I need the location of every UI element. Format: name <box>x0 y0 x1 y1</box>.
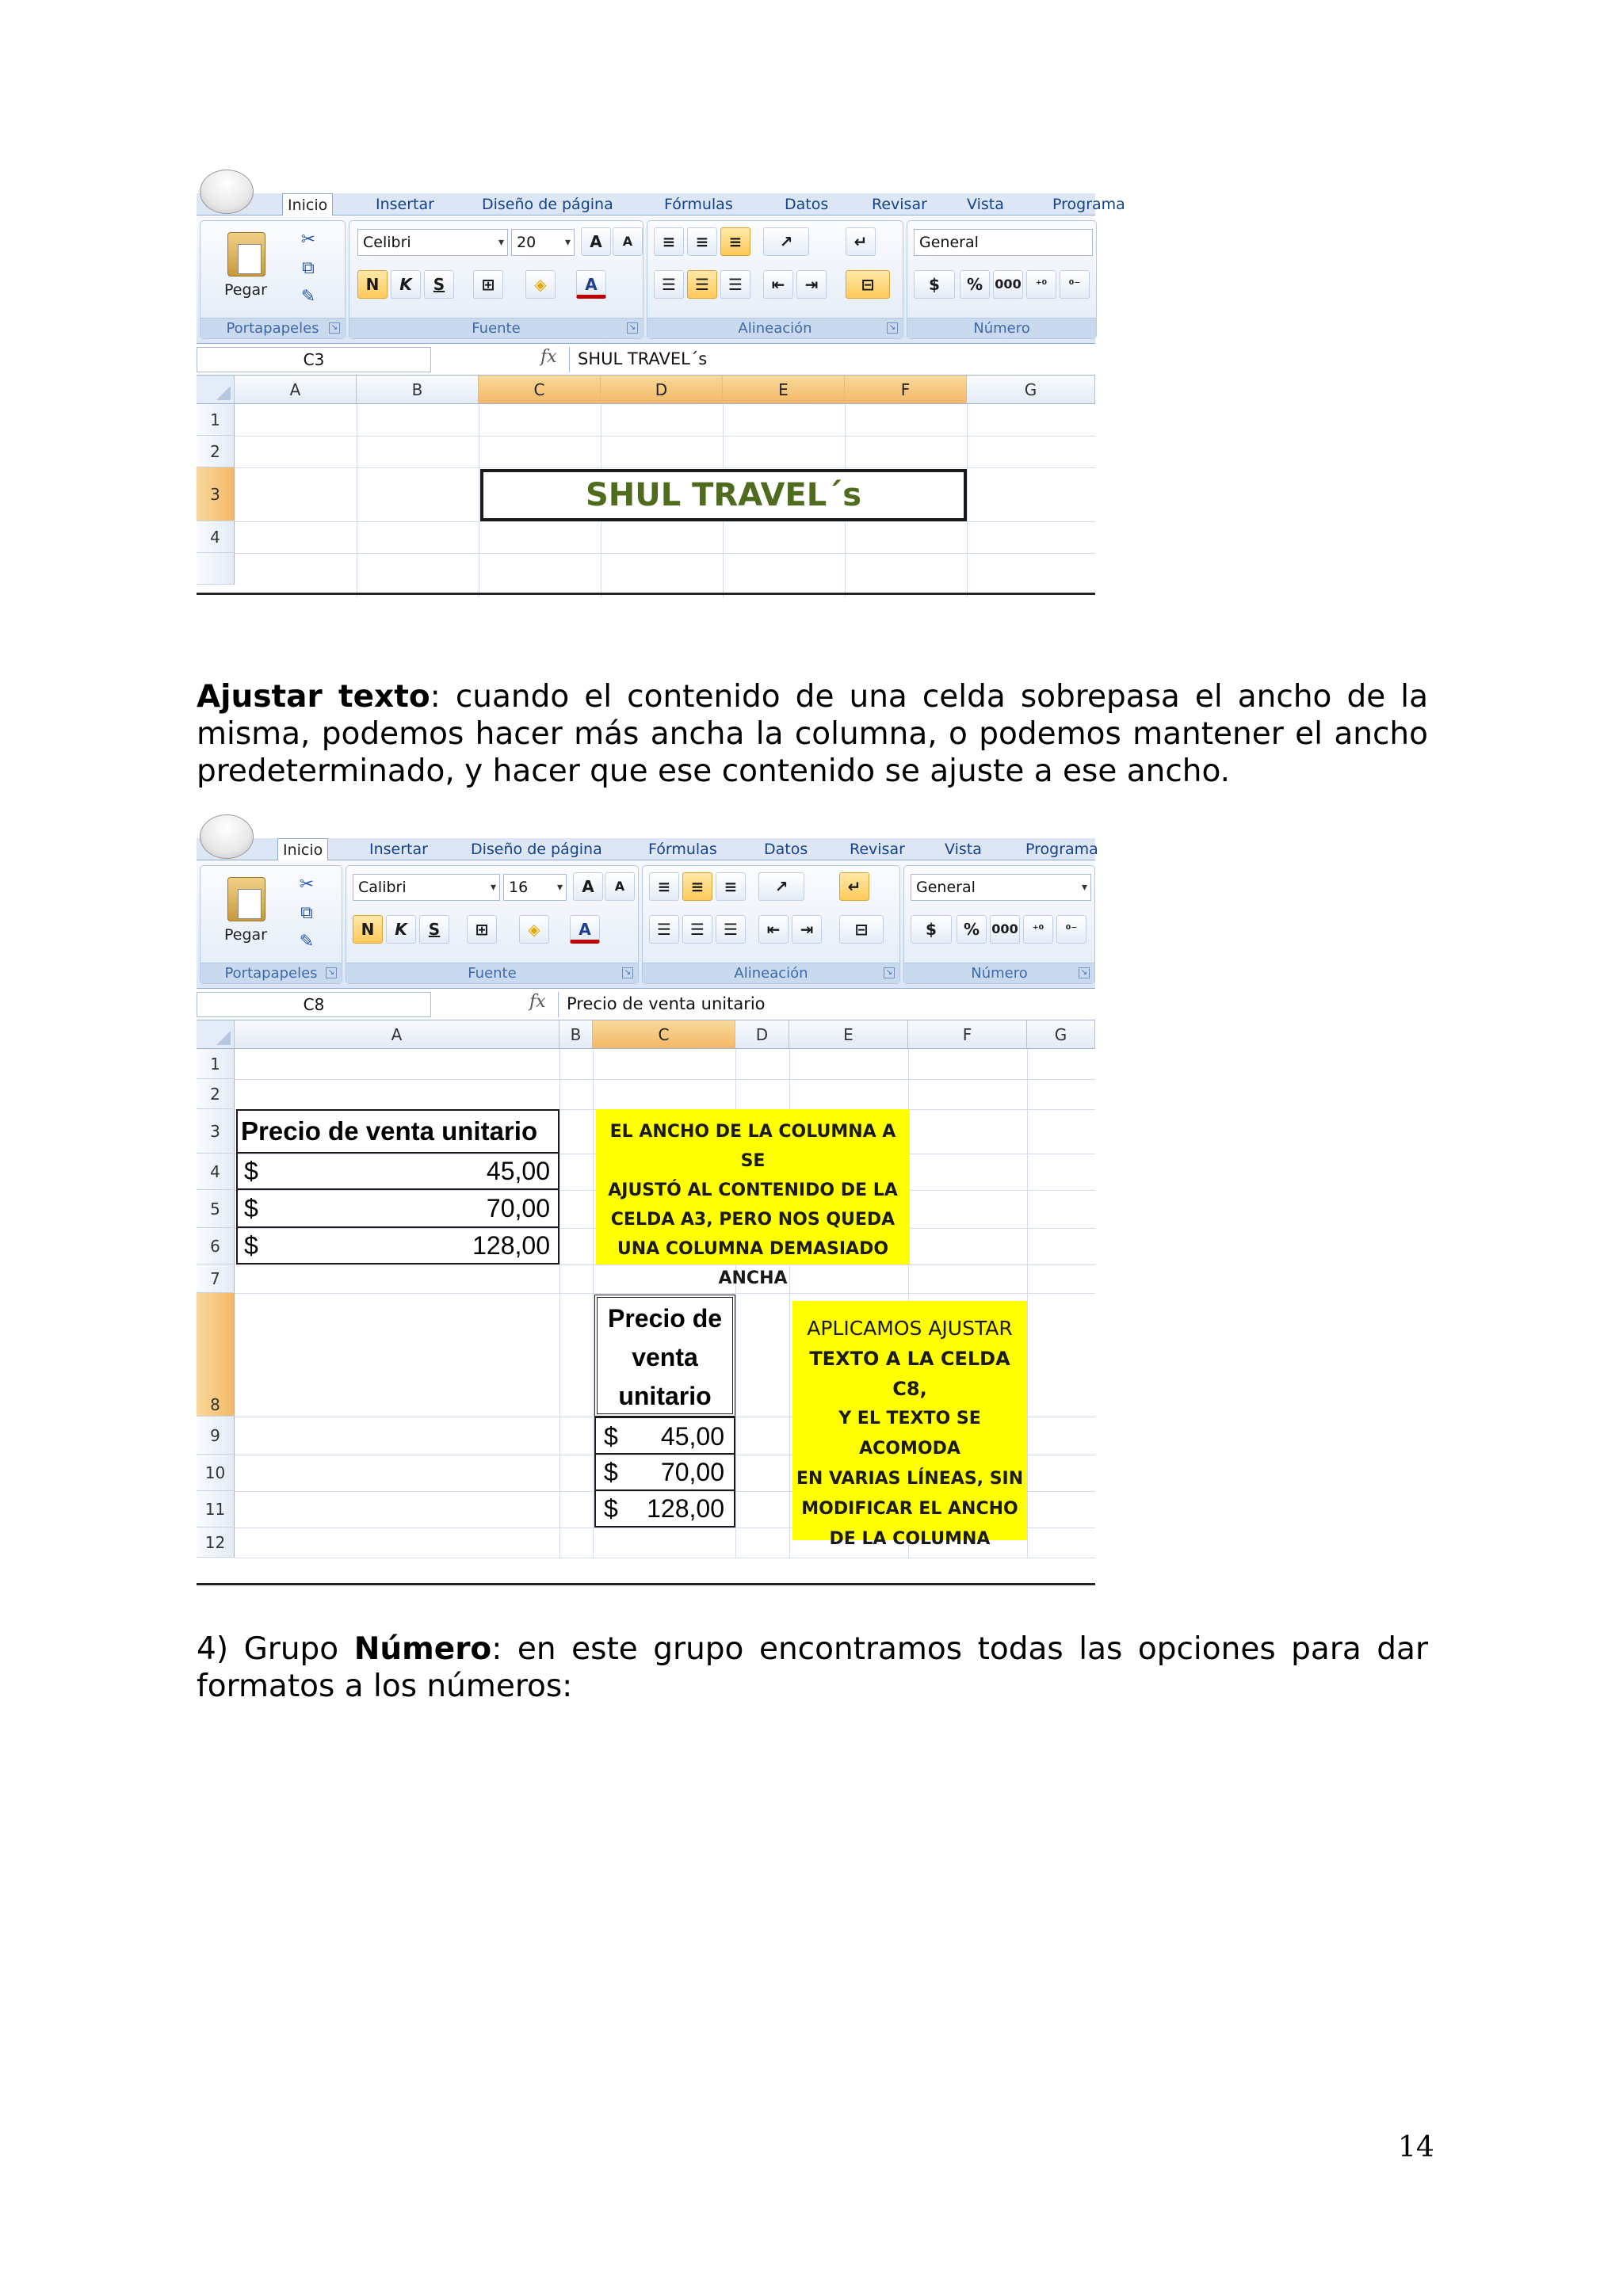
sheet-grid <box>197 376 1095 597</box>
group-alineacion <box>647 220 903 339</box>
font-name-select[interactable] <box>357 229 508 256</box>
align-center-icon[interactable]: ☰ <box>682 915 712 944</box>
col-header[interactable]: A <box>235 1020 559 1049</box>
row-header[interactable]: 4 <box>197 1154 235 1190</box>
font-size-select[interactable] <box>511 229 575 256</box>
formula-input[interactable]: Precio de venta unitario <box>558 992 1095 1017</box>
chevron-down-icon: ▾ <box>498 236 504 249</box>
tab-insertar[interactable]: Insertar <box>376 196 434 213</box>
chevron-down-icon: ▾ <box>556 881 563 894</box>
group-label: Fuente <box>346 963 638 983</box>
copy-icon[interactable]: ⧉ <box>302 258 315 278</box>
tab-revisar[interactable]: Revisar <box>872 196 927 213</box>
group-label: Alineación <box>643 963 899 983</box>
note-line: CELDA A3, PERO NOS QUEDA <box>610 1210 896 1230</box>
col-header[interactable]: D <box>601 376 723 404</box>
dialog-launcher-icon[interactable]: ↘ <box>326 967 337 978</box>
tab-programador[interactable]: Programa <box>1052 196 1125 213</box>
underline-button[interactable]: S <box>419 915 449 944</box>
col-header[interactable]: C <box>593 1020 735 1049</box>
tab-revisar[interactable]: Revisar <box>850 841 905 858</box>
col-header[interactable]: F <box>845 376 967 404</box>
increase-decimal-icon[interactable]: ⁺⁰ <box>1026 270 1056 299</box>
number-format-value: General <box>919 234 979 251</box>
chevron-down-icon: ▾ <box>1081 881 1087 894</box>
row-header[interactable]: 4 <box>197 521 235 553</box>
col-header[interactable]: G <box>1027 1020 1095 1049</box>
bold-button[interactable]: N <box>353 915 383 944</box>
cell-c8[interactable] <box>594 1295 735 1417</box>
row-header[interactable]: 6 <box>197 1228 235 1264</box>
tab-datos[interactable]: Datos <box>764 841 808 858</box>
font-name-select[interactable] <box>353 874 500 901</box>
name-box[interactable]: C3 <box>197 347 431 372</box>
note-line: EL ANCHO DE LA COLUMNA A SE <box>609 1122 896 1171</box>
ribbon-tabs <box>197 838 1098 860</box>
note-line: ANCHA <box>718 1268 788 1288</box>
format-painter-icon[interactable]: ✎ <box>299 932 315 952</box>
orientation-icon[interactable]: ↗ <box>763 227 809 256</box>
excel-screenshot-merge <box>197 193 1125 597</box>
row-header[interactable] <box>197 553 235 585</box>
row-header[interactable]: 1 <box>197 1049 235 1079</box>
ribbon <box>197 215 1095 344</box>
chevron-down-icon: ▾ <box>490 881 496 894</box>
tab-diseno[interactable]: Diseño de página <box>471 841 602 858</box>
thousands-button[interactable]: 000 <box>990 915 1020 944</box>
align-right-icon[interactable]: ☰ <box>716 915 746 944</box>
select-all-icon[interactable] <box>197 1020 235 1049</box>
tab-datos[interactable]: Datos <box>785 196 829 213</box>
wrapped-line: venta <box>632 1343 698 1371</box>
formula-bar <box>197 989 1095 1020</box>
note-wrap-text <box>792 1301 1027 1549</box>
grow-font-button[interactable]: A <box>581 227 611 256</box>
note-line: Y EL TEXTO SE ACOMODA <box>838 1409 981 1459</box>
align-top-icon[interactable]: ≡ <box>654 227 684 256</box>
font-size-value: 16 <box>509 879 529 896</box>
note-line: DE LA COLUMNA <box>829 1529 991 1549</box>
group-label: Fuente <box>349 318 643 338</box>
col-header[interactable]: E <box>723 376 845 404</box>
row-header[interactable]: 10 <box>197 1455 235 1491</box>
col-header[interactable]: B <box>559 1020 593 1049</box>
currency-symbol: $ <box>604 1494 618 1523</box>
merged-cell-c3-f3[interactable] <box>480 469 967 521</box>
group-portapapeles <box>200 865 342 984</box>
cell-value: 70,00 <box>486 1194 550 1222</box>
group-label: Portapapeles <box>200 318 345 338</box>
col-header[interactable]: D <box>735 1020 789 1049</box>
paragraph-ajustar-texto <box>197 678 1428 790</box>
col-header[interactable]: B <box>357 376 479 404</box>
wrap-text-icon[interactable]: ↵ <box>846 227 876 256</box>
note-line: UNA COLUMNA DEMASIADO <box>617 1239 889 1259</box>
cell-a5[interactable] <box>236 1190 559 1228</box>
tab-formulas[interactable]: Fórmulas <box>664 196 733 213</box>
decrease-indent-icon[interactable]: ⇤ <box>763 270 793 299</box>
tab-vista[interactable]: Vista <box>967 196 1004 213</box>
number-format-select[interactable] <box>914 229 1093 256</box>
tab-inicio[interactable]: Inicio <box>282 193 333 217</box>
copy-icon[interactable]: ⧉ <box>300 903 313 923</box>
row-header[interactable]: 12 <box>197 1527 235 1558</box>
group-label: Número <box>907 318 1096 338</box>
fill-color-icon[interactable]: ◈ <box>519 915 549 944</box>
group-numero <box>907 220 1097 339</box>
font-size-select[interactable] <box>503 874 567 901</box>
paragraph-prefix: 4) Grupo <box>197 1631 354 1667</box>
align-middle-icon[interactable]: ≡ <box>682 872 712 901</box>
term-ajustar-texto: Ajustar texto <box>197 679 430 715</box>
col-header[interactable]: G <box>967 376 1095 404</box>
function-icon[interactable]: fx <box>529 992 546 1012</box>
increase-decimal-icon[interactable]: ⁺⁰ <box>1023 915 1053 944</box>
italic-button[interactable]: K <box>386 915 416 944</box>
wrapped-line: Precio de <box>607 1304 723 1333</box>
row-header[interactable]: 2 <box>197 436 235 467</box>
dialog-launcher-icon[interactable]: ↘ <box>887 322 898 334</box>
align-bottom-icon[interactable]: ≡ <box>716 872 746 901</box>
group-label: Número <box>904 963 1094 983</box>
fill-color-icon[interactable]: ◈ <box>525 270 556 299</box>
cell-c10[interactable] <box>594 1455 735 1491</box>
ribbon <box>197 860 1095 989</box>
number-format-value: General <box>916 879 976 896</box>
currency-button[interactable]: $ <box>914 270 955 299</box>
align-right-icon[interactable]: ☰ <box>720 270 750 299</box>
row-header[interactable]: 5 <box>197 1190 235 1228</box>
function-icon[interactable]: fx <box>540 347 557 367</box>
paragraph-grupo-numero <box>197 1630 1428 1705</box>
row-header[interactable]: 9 <box>197 1417 235 1455</box>
borders-icon[interactable]: ⊞ <box>473 270 503 299</box>
group-alineacion <box>642 865 900 984</box>
group-label: Alineación <box>647 318 903 338</box>
borders-icon[interactable]: ⊞ <box>467 915 497 944</box>
office-button[interactable] <box>200 814 254 859</box>
paragraph-text: : en este grupo encontramos todas las opciones para dar formatos a los números: <box>197 1631 1428 1704</box>
cell-value: 45,00 <box>660 1422 724 1451</box>
dialog-launcher-icon[interactable]: ↘ <box>627 322 638 334</box>
font-name-value: Calibri <box>358 879 407 896</box>
col-header[interactable]: F <box>908 1020 1027 1049</box>
format-painter-icon[interactable]: ✎ <box>300 287 316 307</box>
italic-button[interactable]: K <box>391 270 421 299</box>
name-box[interactable]: C8 <box>197 992 431 1017</box>
formula-bar <box>197 344 1095 376</box>
merge-center-icon[interactable]: ⊟ <box>846 270 890 299</box>
tab-vista[interactable]: Vista <box>945 841 982 858</box>
select-all-icon[interactable] <box>197 376 235 404</box>
cell-value: 128,00 <box>472 1231 550 1260</box>
cell-a4[interactable] <box>236 1154 559 1190</box>
cut-icon[interactable]: ✂ <box>299 875 315 894</box>
group-numero <box>903 865 1095 984</box>
increase-indent-icon[interactable]: ⇥ <box>792 915 822 944</box>
col-header[interactable]: A <box>235 376 357 404</box>
align-center-icon[interactable]: ☰ <box>687 270 717 299</box>
note-line: APLICAMOS AJUSTAR <box>807 1317 1013 1340</box>
dialog-launcher-icon[interactable]: ↘ <box>329 322 340 334</box>
cell-c11[interactable] <box>594 1491 735 1527</box>
font-color-icon[interactable]: A <box>576 270 606 299</box>
bold-button[interactable]: N <box>357 270 388 299</box>
group-fuente <box>346 865 639 984</box>
font-size-value: 20 <box>517 234 537 251</box>
paste-label: Pegar <box>224 281 267 299</box>
number-format-select[interactable] <box>911 874 1091 901</box>
merged-cell-text: SHUL TRAVEL´s <box>585 477 862 513</box>
note-line: EN VARIAS LÍNEAS, SIN <box>796 1469 1024 1489</box>
divider <box>197 1583 1095 1585</box>
row-header[interactable]: 3 <box>197 467 235 521</box>
currency-symbol: $ <box>604 1458 618 1486</box>
row-header[interactable]: 1 <box>197 404 235 436</box>
wrap-text-icon[interactable]: ↵ <box>839 872 869 901</box>
page-number: 14 <box>1398 2131 1434 2164</box>
row-header[interactable]: 11 <box>197 1491 235 1527</box>
row-header[interactable]: 3 <box>197 1109 235 1154</box>
currency-symbol: $ <box>244 1157 258 1185</box>
align-middle-icon[interactable]: ≡ <box>687 227 717 256</box>
paste-label: Pegar <box>224 926 267 944</box>
tab-diseno[interactable]: Diseño de página <box>482 196 613 213</box>
cell-value: 45,00 <box>486 1157 550 1185</box>
divider <box>197 593 1095 595</box>
thousands-button[interactable]: 000 <box>993 270 1023 299</box>
group-label: Portapapeles <box>200 963 342 983</box>
tab-formulas[interactable]: Fórmulas <box>648 841 717 858</box>
decrease-decimal-icon[interactable]: ⁰⁻ <box>1060 270 1090 299</box>
excel-screenshot-wrap-text <box>197 838 1098 1588</box>
sheet-grid <box>197 1020 1095 1588</box>
paste-icon[interactable] <box>227 877 265 921</box>
cut-icon[interactable]: ✂ <box>300 230 316 250</box>
wrapped-line: unitario <box>618 1382 712 1410</box>
ribbon-tabs <box>197 193 1125 215</box>
align-left-icon[interactable]: ☰ <box>654 270 684 299</box>
cell-value: 70,00 <box>660 1458 724 1486</box>
tab-inicio[interactable]: Inicio <box>277 838 328 862</box>
merge-center-icon[interactable]: ⊟ <box>839 915 884 944</box>
note-column-width <box>596 1109 910 1288</box>
currency-symbol: $ <box>244 1194 258 1222</box>
cell-value: 128,00 <box>647 1494 724 1523</box>
font-name-value: Celibri <box>363 234 411 251</box>
cell-a3-text: Precio de venta unitario <box>241 1116 538 1146</box>
shrink-font-button[interactable]: A <box>605 872 635 901</box>
formula-input[interactable]: SHUL TRAVEL´s <box>569 347 1095 372</box>
align-left-icon[interactable]: ☰ <box>649 915 679 944</box>
shrink-font-button[interactable]: A <box>613 227 643 256</box>
cell-a6[interactable] <box>236 1228 559 1264</box>
decrease-decimal-icon[interactable]: ⁰⁻ <box>1056 915 1086 944</box>
percent-button[interactable]: % <box>960 270 990 299</box>
orientation-icon[interactable]: ↗ <box>758 872 804 901</box>
tab-insertar[interactable]: Insertar <box>369 841 428 858</box>
cell-a3[interactable] <box>236 1109 559 1154</box>
align-bottom-icon[interactable]: ≡ <box>720 227 750 256</box>
chevron-down-icon: ▾ <box>564 236 571 249</box>
note-line: TEXTO A LA CELDA C8, <box>809 1348 1010 1400</box>
paragraph-text: : cuando el contenido de una celda sobrepasa el ancho de la misma, podemos hacer más ancha la columna, o podemos mantener el ancho predeterminado, y hacer que ese contenido se ajuste a ese ancho. <box>197 679 1428 789</box>
row-header[interactable]: 8 <box>197 1293 235 1417</box>
office-button[interactable] <box>200 170 254 214</box>
dialog-launcher-icon[interactable]: ↘ <box>1079 967 1090 978</box>
dialog-launcher-icon[interactable]: ↘ <box>622 967 633 978</box>
paste-icon[interactable] <box>227 232 265 277</box>
row-header[interactable]: 2 <box>197 1079 235 1109</box>
dialog-launcher-icon[interactable]: ↘ <box>884 967 895 978</box>
currency-button[interactable]: $ <box>911 915 952 944</box>
grow-font-button[interactable]: A <box>573 872 603 901</box>
underline-button[interactable]: S <box>424 270 454 299</box>
percent-button[interactable]: % <box>957 915 987 944</box>
group-fuente <box>349 220 643 339</box>
col-header[interactable]: E <box>789 1020 908 1049</box>
note-line: AJUSTÓ AL CONTENIDO DE LA <box>608 1180 898 1200</box>
font-color-icon[interactable]: A <box>570 915 600 944</box>
term-numero: Número <box>353 1631 492 1667</box>
row-header[interactable]: 7 <box>197 1264 235 1293</box>
group-portapapeles <box>200 220 346 339</box>
increase-indent-icon[interactable]: ⇥ <box>796 270 827 299</box>
currency-symbol: $ <box>244 1231 258 1260</box>
cell-c9[interactable] <box>594 1417 735 1455</box>
note-line: MODIFICAR EL ANCHO <box>801 1499 1018 1519</box>
col-header[interactable]: C <box>479 376 601 404</box>
tab-programador[interactable]: Programa <box>1025 841 1098 858</box>
decrease-indent-icon[interactable]: ⇤ <box>758 915 789 944</box>
currency-symbol: $ <box>604 1422 618 1451</box>
align-top-icon[interactable]: ≡ <box>649 872 679 901</box>
